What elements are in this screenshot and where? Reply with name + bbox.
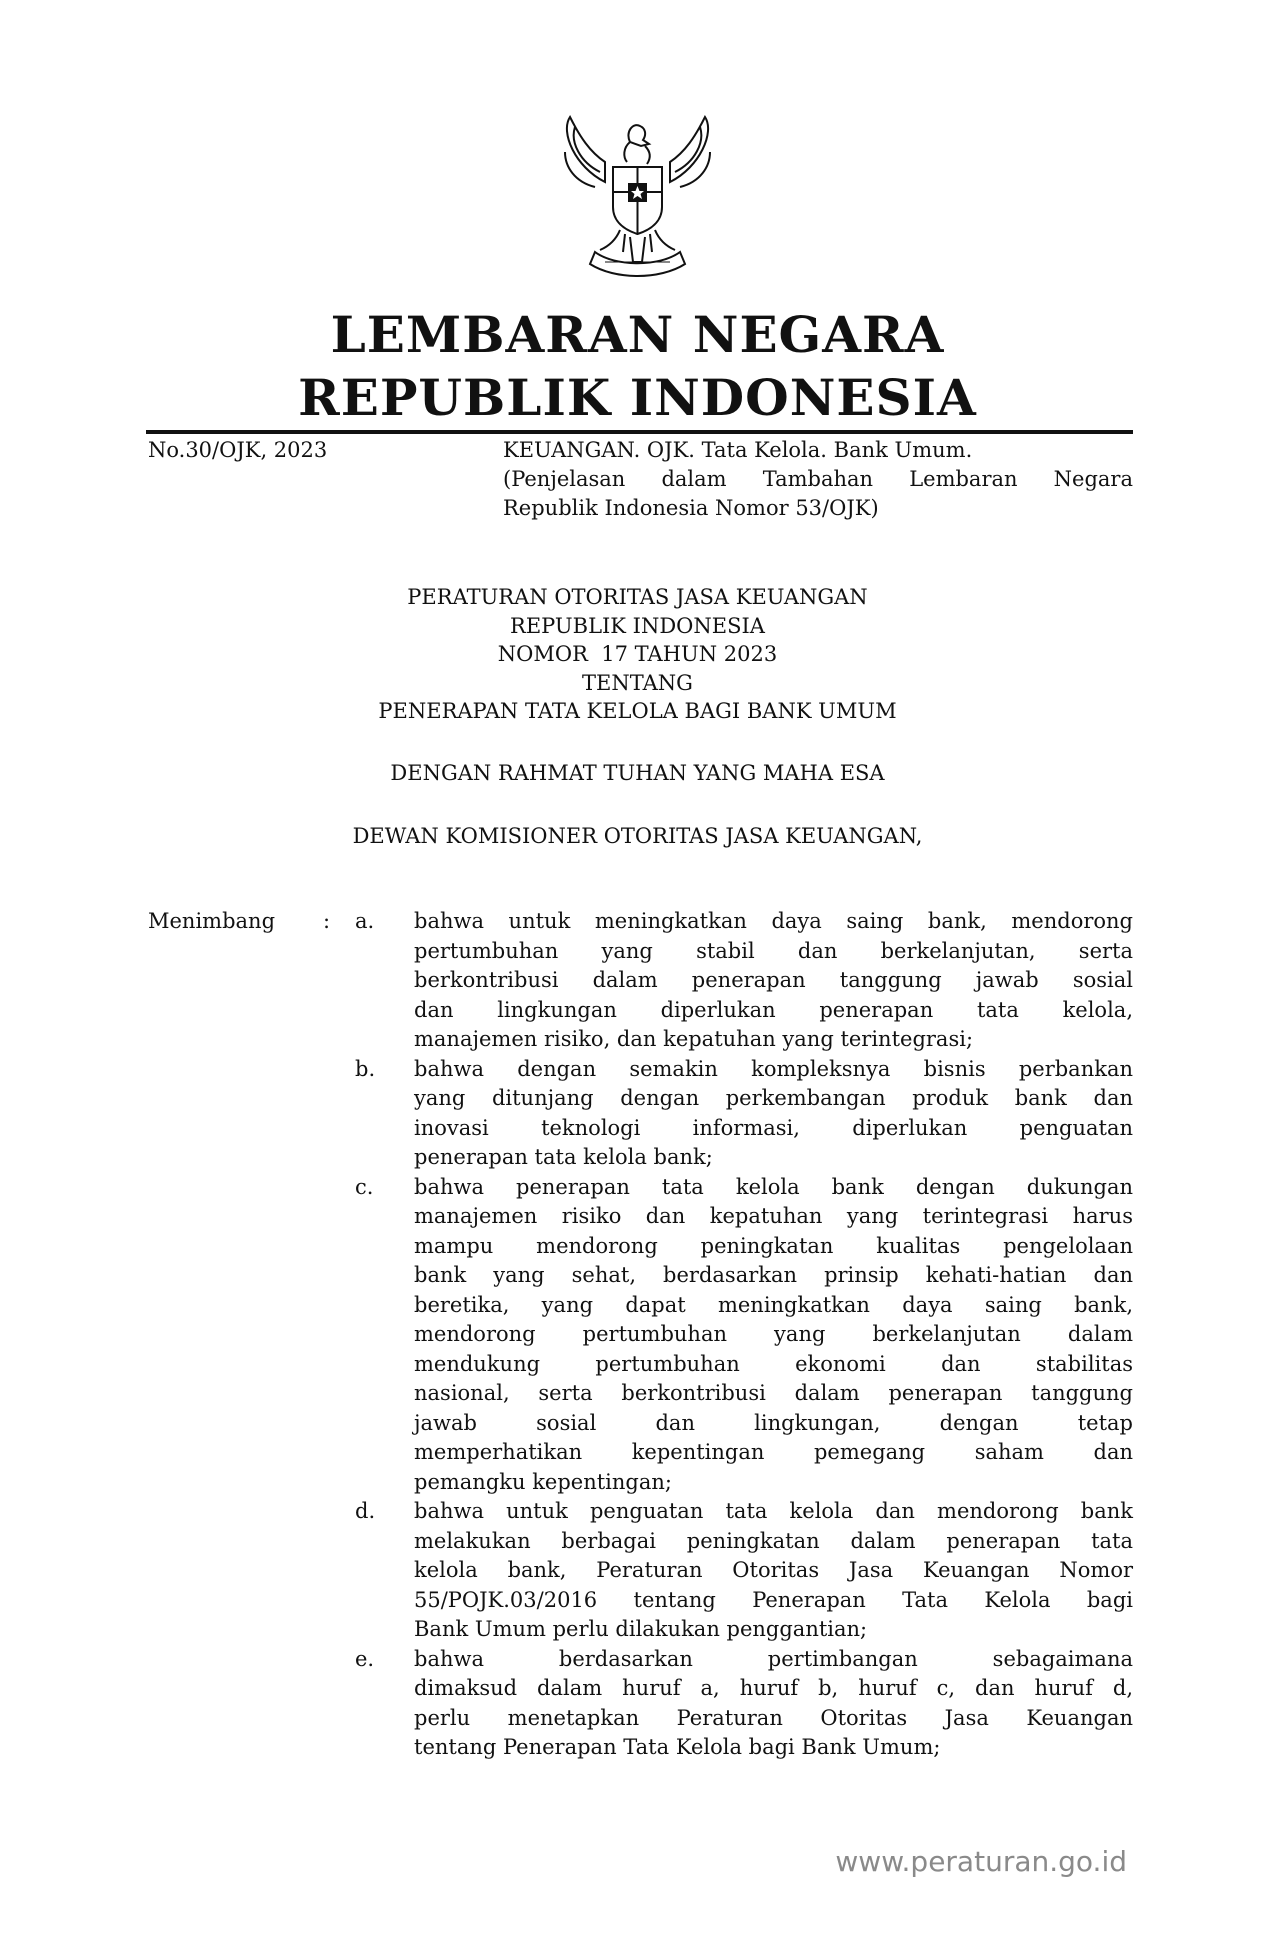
- item-line: kelola bank, Peraturan Otoritas Jasa Keuangan Nomor: [414, 1558, 1133, 1582]
- issuer: DEWAN KOMISIONER OTORITAS JASA KEUANGAN,: [352, 824, 923, 848]
- item-line: nasional, serta berkontribusi dalam penerapan tanggung: [414, 1381, 1133, 1405]
- gazette-title: LEMBARAN NEGARA: [330, 305, 945, 364]
- item-line: bahwa dengan semakin kompleksnya bisnis perbankan: [414, 1056, 1133, 1081]
- list-item: [355, 1173, 1133, 1498]
- item-line: pertumbuhan yang stabil dan berkelanjutan, serta: [414, 938, 1133, 963]
- item-line: dan lingkungan diperlukan penerapan tata kelola,: [414, 997, 1133, 1022]
- list-item: [355, 1055, 1133, 1173]
- item-line: memperhatikan kepentingan pemegang saham dan: [414, 1440, 1133, 1464]
- item-line: beretika, yang dapat meningkatkan daya saing bank,: [414, 1292, 1133, 1317]
- item-letter: b.: [355, 1056, 376, 1081]
- gazette-title-country: REPUBLIK INDONESIA: [298, 368, 977, 427]
- item-line: bank yang sehat, berdasarkan prinsip kehati-hatian dan: [414, 1263, 1133, 1287]
- gazette-subject: [503, 436, 1133, 523]
- regulation-line: PENERAPAN TATA KELOLA BAGI BANK UMUM: [378, 699, 897, 723]
- item-line: dimaksud dalam huruf a, huruf b, huruf c, dan huruf d,: [414, 1676, 1133, 1700]
- item-line: bahwa untuk meningkatkan daya saing bank, mendorong: [414, 909, 1133, 933]
- item-line: mendorong pertumbuhan yang berkelanjutan dalam: [414, 1322, 1133, 1346]
- item-letter: d.: [355, 1499, 376, 1523]
- regulation-line: REPUBLIK INDONESIA: [510, 613, 765, 638]
- menimbang-list: [355, 907, 1133, 1763]
- header-divider: [146, 430, 1133, 434]
- item-line: pemangku kepentingan;: [414, 1469, 672, 1494]
- item-letter: c.: [355, 1174, 374, 1199]
- menimbang-label: Menimbang: [148, 909, 276, 933]
- list-item: [355, 1645, 1133, 1763]
- invocation: DENGAN RAHMAT TUHAN YANG MAHA ESA: [390, 761, 885, 785]
- item-line: manajemen risiko dan kepatuhan yang terintegrasi harus: [414, 1204, 1133, 1228]
- list-item: [355, 1497, 1133, 1645]
- subject-line: Republik Indonesia Nomor 53/OJK): [503, 496, 879, 520]
- regulation-line: PERATURAN OTORITAS JASA KEUANGAN: [407, 585, 868, 609]
- gazette-number: No.30/OJK, 2023: [148, 438, 328, 462]
- item-line: bahwa berdasarkan pertimbangan sebagaimana: [414, 1646, 1133, 1671]
- item-line: tentang Penerapan Tata Kelola bagi Bank Umum;: [414, 1735, 941, 1759]
- item-line: melakukan berbagai peningkatan dalam penerapan tata: [414, 1528, 1133, 1553]
- subject-line: KEUANGAN. OJK. Tata Kelola. Bank Umum.: [503, 438, 973, 462]
- item-line: perlu menetapkan Peraturan Otoritas Jasa Keuangan: [414, 1705, 1133, 1730]
- item-line: jawab sosial dan lingkungan, dengan tetap: [414, 1410, 1133, 1435]
- garuda-emblem-icon: [545, 112, 730, 282]
- item-letter: e.: [355, 1646, 375, 1671]
- item-line: penerapan tata kelola bank;: [414, 1145, 713, 1169]
- item-line: mendukung pertumbuhan ekonomi dan stabilitas: [414, 1351, 1133, 1376]
- item-line: yang ditunjang dengan perkembangan produk bank dan: [414, 1086, 1133, 1110]
- subject-line: (Penjelasan dalam Tambahan Lembaran Negara: [503, 467, 1133, 491]
- item-line: 55/POJK.03/2016 tentang Penerapan Tata Kelola bagi: [414, 1587, 1133, 1612]
- menimbang-colon: :: [323, 909, 331, 933]
- regulation-line: TENTANG: [582, 670, 693, 695]
- item-line: mampu mendorong peningkatan kualitas pengelolaan: [414, 1233, 1133, 1258]
- list-item: [355, 907, 1133, 1055]
- item-line: Bank Umum perlu dilakukan penggantian;: [414, 1617, 868, 1641]
- item-line: bahwa untuk penguatan tata kelola dan mendorong bank: [414, 1499, 1133, 1523]
- item-letter: a.: [355, 909, 375, 933]
- regulation-heading: [0, 583, 1275, 726]
- regulation-line: NOMOR 17 TAHUN 2023: [497, 642, 778, 666]
- item-line: inovasi teknologi informasi, diperlukan penguatan: [414, 1115, 1133, 1140]
- item-line: berkontribusi dalam penerapan tanggung jawab sosial: [414, 968, 1133, 992]
- item-line: bahwa penerapan tata kelola bank dengan dukungan: [414, 1174, 1133, 1199]
- item-line: manajemen risiko, dan kepatuhan yang terintegrasi;: [414, 1027, 974, 1051]
- footer-website-link[interactable]: www.peraturan.go.id: [835, 1845, 1127, 1878]
